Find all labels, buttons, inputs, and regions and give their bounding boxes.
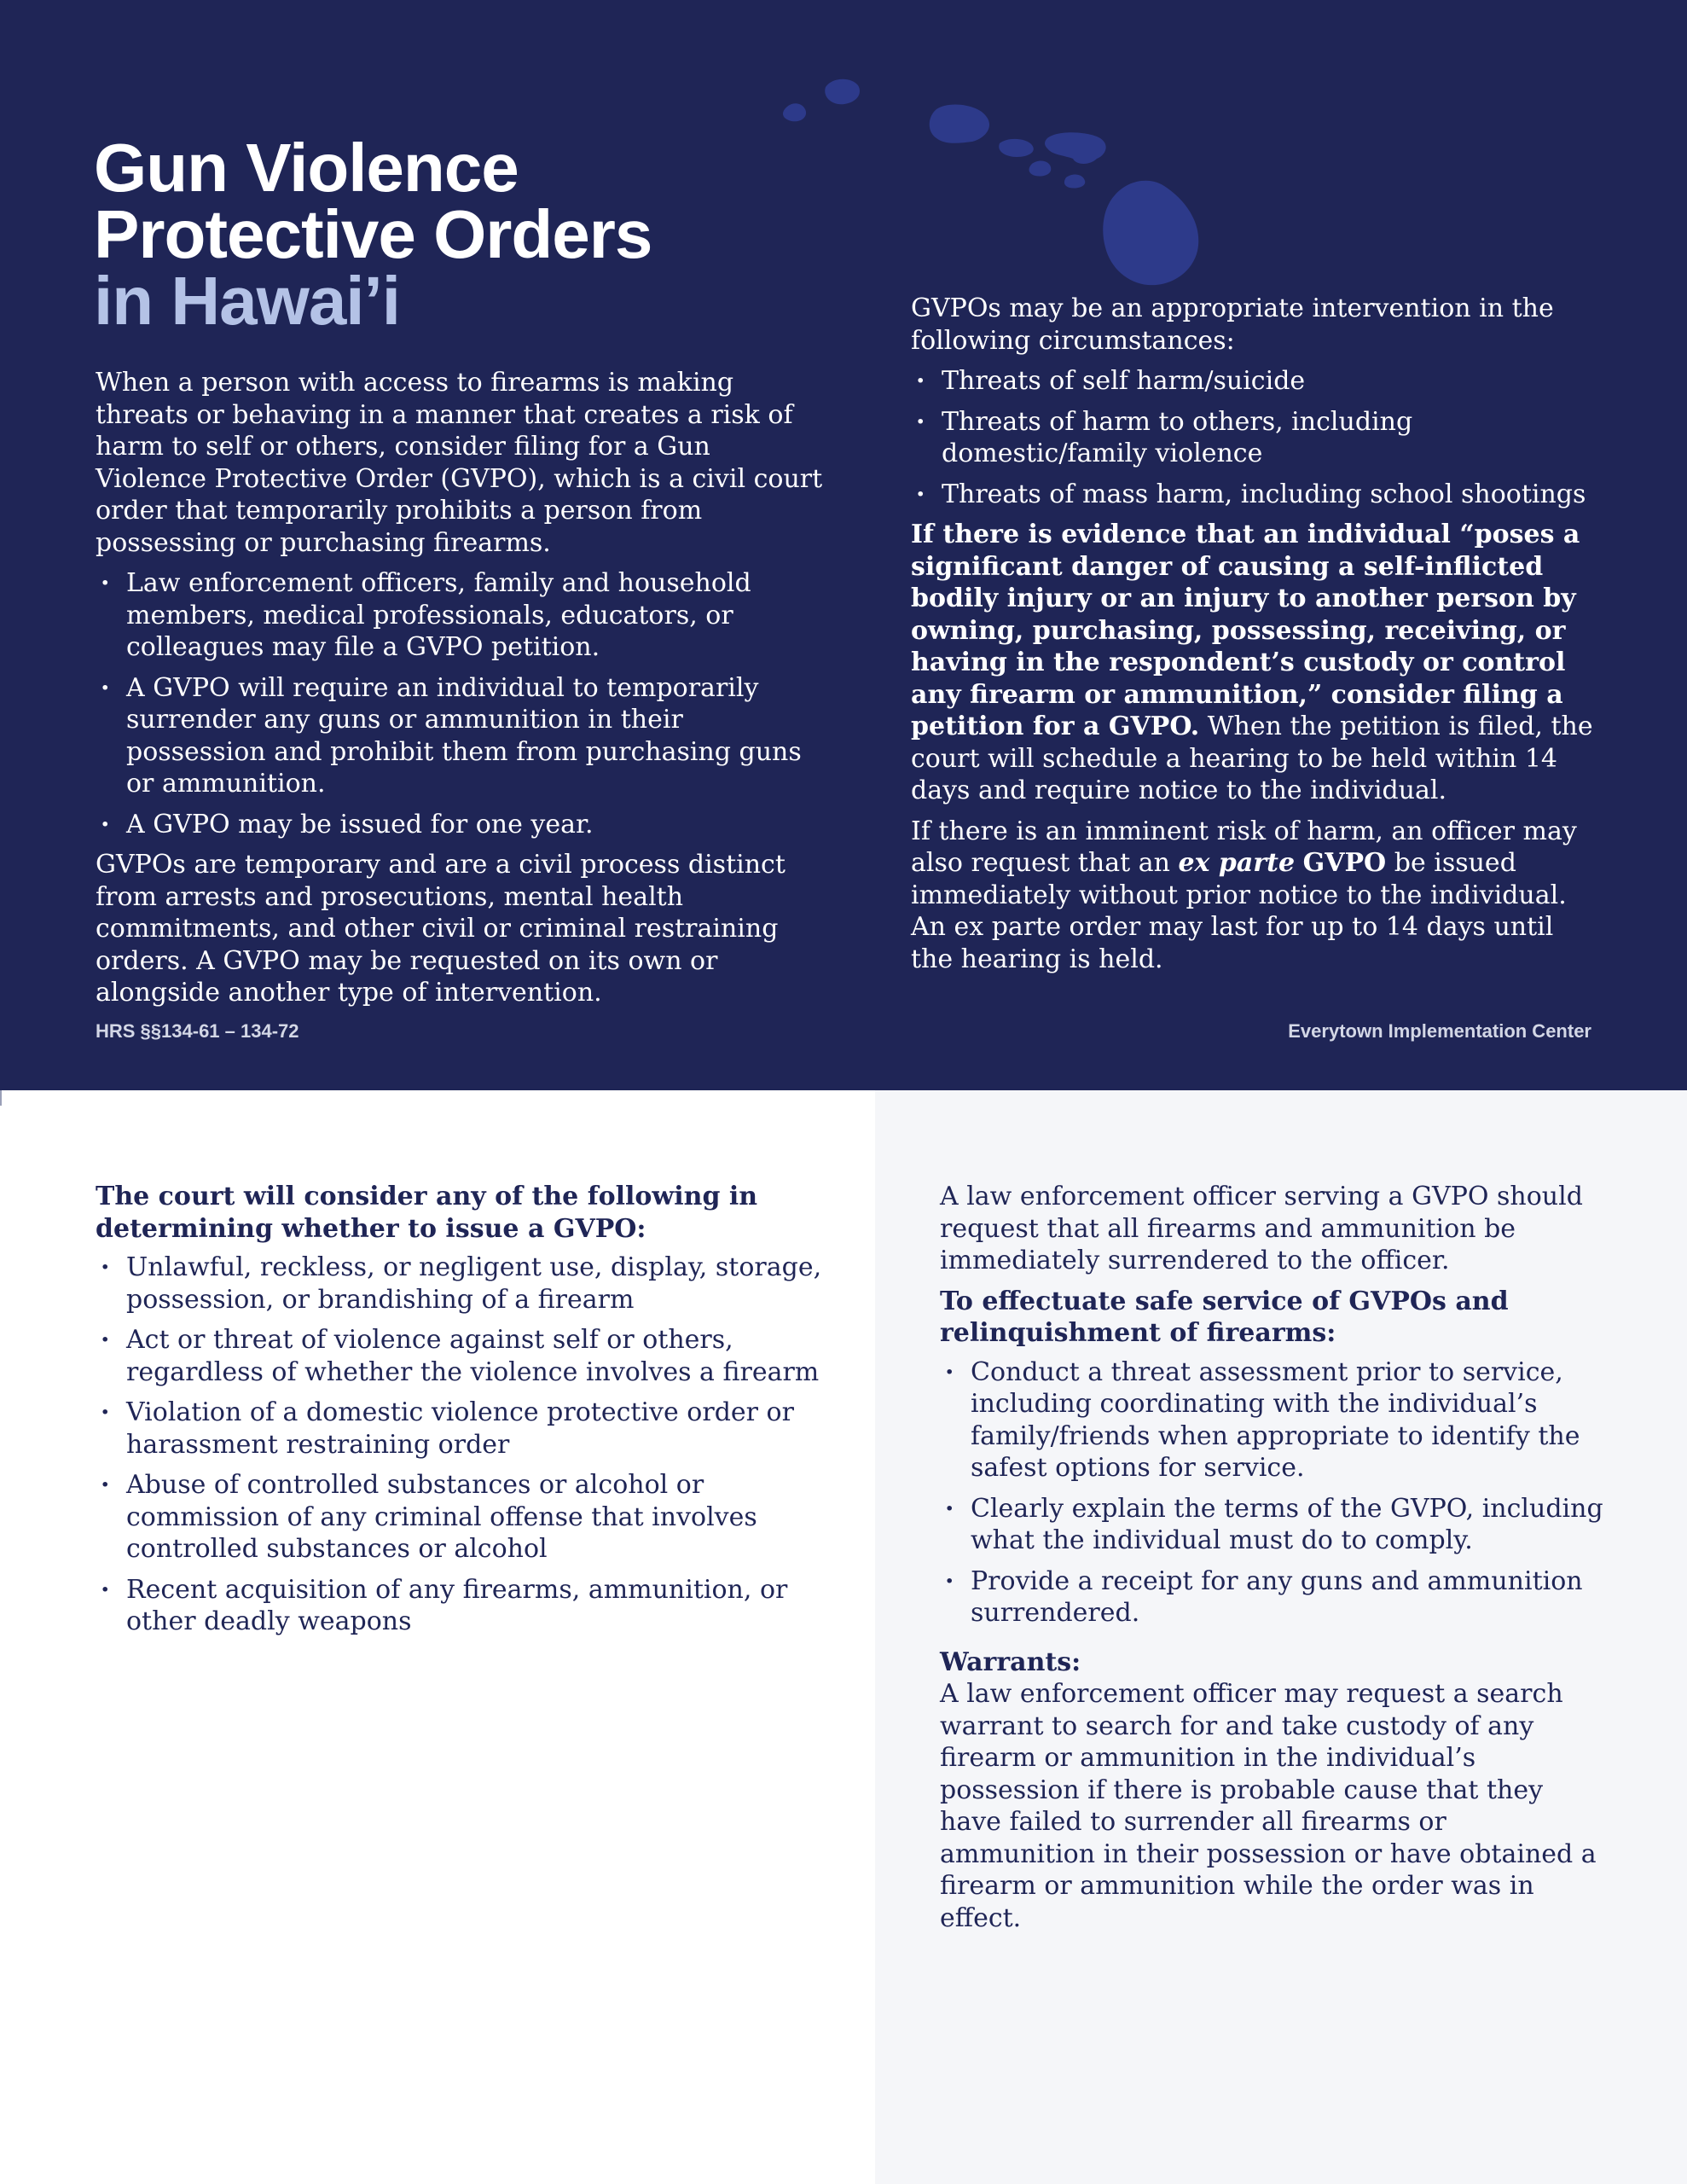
closing-paragraph: GVPOs are temporary and are a civil process distinct from arrests and prosecutions, mental health commitments, and other civil or criminal restraining orders. A GVPO may be requested on its own or alongside another type of intervention. (96, 850, 786, 1008)
list-item: · Threats of self harm/suicide (911, 365, 1593, 398)
imminent-text-a: If there is an imminent risk of harm, an officer may also request that an (911, 816, 1577, 878)
list-item: · Recent acquisition of any firearms, ammunition, or other deadly weapons (96, 1574, 829, 1638)
safe-service-bullets (940, 1356, 1605, 1629)
evidence-bold-text: If there is evidence that an individual “poses a significant danger of causing a self-inflicted bodily injury or an injury to another person by owning, purchasing, possessing, receiving, or having in the respondent’s custody or control any firearm or ammunition,” consider filing a petition for a GVPO. (911, 520, 1580, 741)
circumstances-intro: GVPOs may be an appropriate intervention in the following circumstances: (911, 293, 1554, 356)
list-item: · A GVPO will require an individual to temporarily surrender any guns or ammunition in their possession and prohibit them from purchasing guns or ammunition. (96, 672, 829, 800)
list-item: · Threats of mass harm, including school shootings (911, 479, 1593, 511)
petition-bullets (96, 567, 829, 840)
list-item: · A GVPO may be issued for one year. (96, 809, 829, 841)
list-item: · Unlawful, reckless, or negligent use, display, storage, possession, or brandishing of a firearm (96, 1252, 829, 1316)
title-line-3: in Hawai’i (94, 263, 400, 339)
list-item: · Violation of a domestic violence protective order or harassment restraining order (96, 1397, 829, 1461)
imminent-paragraph (911, 816, 1593, 976)
bottom-right-column (940, 1181, 1605, 1934)
title-line-2: Protective Orders (94, 196, 652, 272)
ex-parte-term: ex parte (1178, 848, 1296, 878)
warrants-heading: Warrants: (940, 1647, 1081, 1677)
statute-citation: HRS §§134-61 – 134-72 (96, 1020, 299, 1042)
evidence-rest-text: When the petition is filed, the court will schedule a hearing to be held within 14 days and require notice to the individual. (911, 712, 1593, 805)
edge-mark (0, 1090, 2, 1106)
intro-paragraph: When a person with access to firearms is making threats or behaving in a manner that creates a risk of harm to self or others, consider filing for a Gun Violence Protective Order (GVPO), which is a civil court order that temporarily prohibits a person from possessing or purchasing firearms. (96, 368, 823, 558)
top-left-column (96, 367, 829, 1009)
list-item: · Law enforcement officers, family and household members, medical professionals, educators, or colleagues may file a GVPO petition. (96, 567, 829, 664)
court-considerations-heading: The court will consider any of the following in determining whether to issue a GVPO: (96, 1182, 758, 1244)
page-title (94, 130, 844, 339)
bottom-left-column (96, 1181, 829, 1647)
imminent-text-b: be issued immediately without prior notice to the individual. An ex parte order may last for up to 14 days until the hearing is held. (911, 848, 1567, 974)
circumstances-bullets (911, 365, 1593, 510)
court-considerations-bullets (96, 1252, 829, 1638)
warrants-paragraph: A law enforcement officer may request a search warrant to search for and take custody of any firearm or ammunition in the individual’s possession if there is probable cause that they have failed to surrender all firearms or ammunition in their possession or have obtained a firearm or ammunition while the order was in effect. (940, 1679, 1597, 1933)
list-item: · Provide a receipt for any guns and ammunition surrendered. (940, 1565, 1605, 1629)
list-item: · Conduct a threat assessment prior to service, including coordinating with the individual’s family/friends when appropriate to identify the safest options for service. (940, 1356, 1605, 1484)
list-item: · Act or threat of violence against self or others, regardless of whether the violence involves a firearm (96, 1324, 829, 1388)
header-panel (0, 0, 1687, 1090)
list-item: · Clearly explain the terms of the GVPO, including what the individual must do to comply. (940, 1493, 1605, 1557)
list-item: · Abuse of controlled substances or alcohol or commission of any criminal offense that involves controlled substances or alcohol (96, 1469, 829, 1565)
top-right-column (911, 293, 1593, 975)
list-item: · Threats of harm to others, including domestic/family violence (911, 406, 1593, 470)
title-line-1: Gun Violence (94, 130, 519, 206)
safe-service-heading: To effectuate safe service of GVPOs and relinquishment of firearms: (940, 1286, 1509, 1348)
hawaii-islands-map (776, 60, 1475, 307)
service-intro: A law enforcement officer serving a GVPO should request that all firearms and ammunition be immediately surrendered to the officer. (940, 1182, 1583, 1275)
publisher-credit: Everytown Implementation Center (1288, 1020, 1591, 1042)
evidence-paragraph (911, 519, 1593, 807)
gvpo-term: GVPO (1302, 848, 1387, 878)
